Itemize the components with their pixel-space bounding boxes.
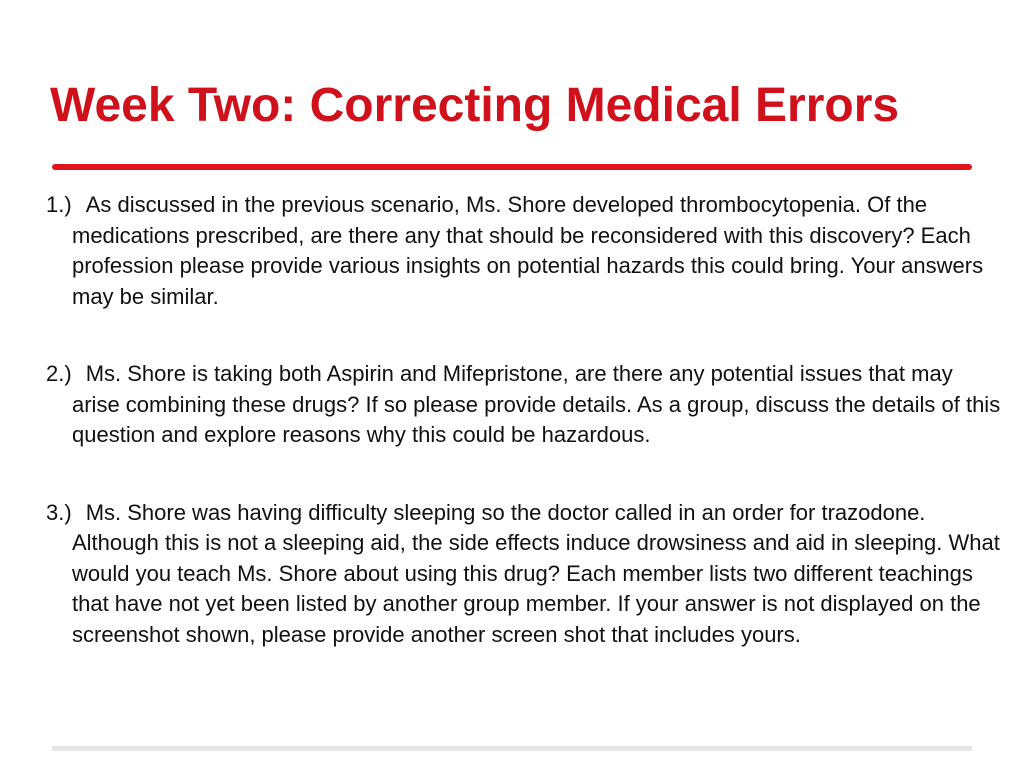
slide-title: Week Two: Correcting Medical Errors <box>50 79 900 132</box>
footer-divider-rule <box>52 746 972 751</box>
question-number: 3.) <box>46 499 72 525</box>
question-text: As discussed in the previous scenario, Ms. Shore developed thrombocytopenia. Of the medications prescribed, are there any that should be reconsidered with this discovery? Each profession please provide various insights on potential hazards this could bring. Your answers may be similar. <box>72 192 984 309</box>
question-number: 1.) <box>46 192 72 217</box>
question-text: Ms. Shore was having difficulty sleeping so the doctor called in an order for trazodone. Although this is not a sleeping aid, the side effects induce drowsiness and aid in sleeping. What would you teach Ms. Shore about using this drug? Each member lists two different teachings that have not yet been listed by another group member. If your answer is not displayed on the screenshot shown, please provide another screen shot that includes yours. <box>72 499 1000 647</box>
title-underline-rule <box>52 164 972 170</box>
question-item-1 <box>46 190 1001 312</box>
question-item-2 <box>46 359 1001 451</box>
question-list <box>46 190 1001 650</box>
question-text: Ms. Shore is taking both Aspirin and Mifepristone, are there any potential issues that may arise combining these drugs? If so please provide details. As a group, discuss the details of this question and explore reasons why this could be hazardous. <box>72 361 1001 447</box>
question-number: 2.) <box>46 361 72 386</box>
question-item-3 <box>46 498 1001 651</box>
